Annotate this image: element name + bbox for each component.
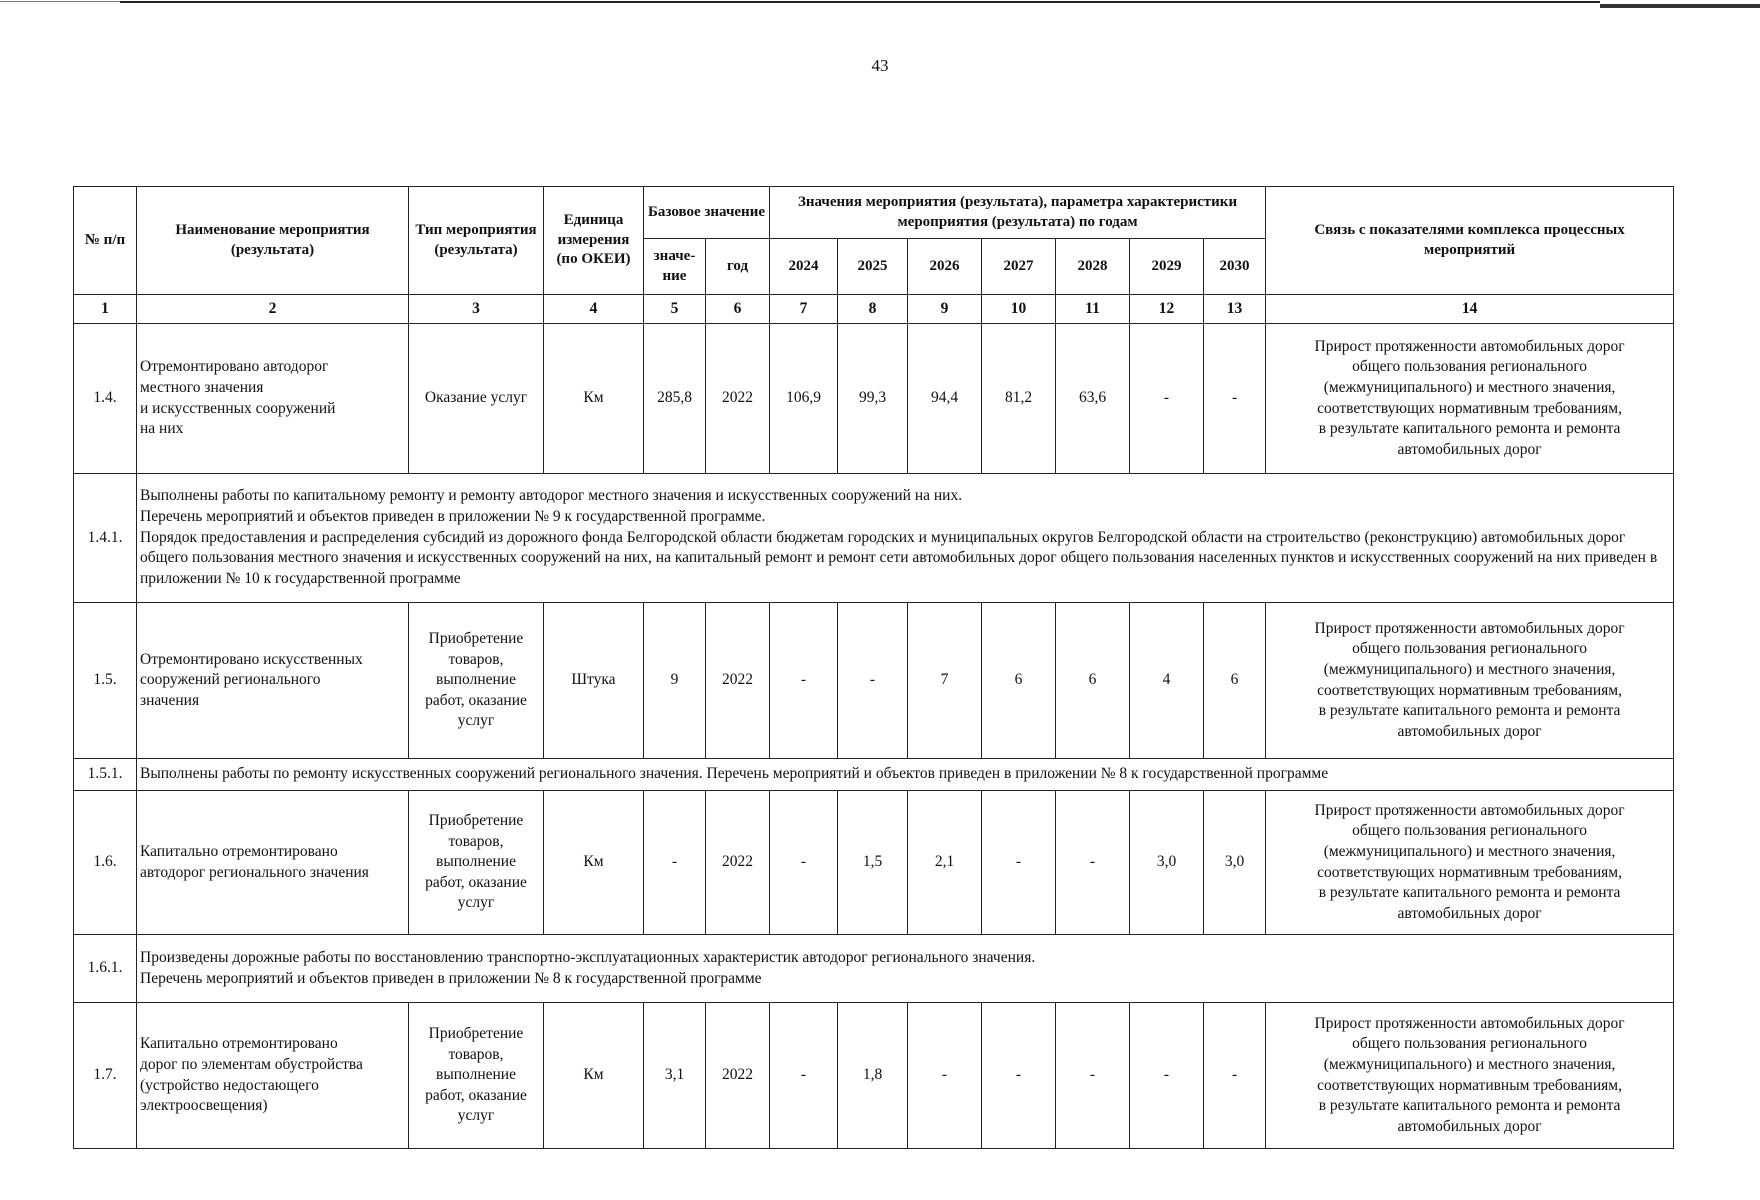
year-value: 99,3 — [838, 324, 908, 474]
measure-name-line: дорог по элементам обустройства — [140, 1055, 363, 1073]
year-value: 3,0 — [1204, 791, 1266, 935]
measure-type — [409, 324, 544, 474]
indicator-link-line: соответствующих нормативным требованиям, — [1317, 863, 1622, 881]
measure-name-line: Капитально отремонтировано — [140, 1035, 338, 1053]
year-value: 6 — [982, 603, 1056, 759]
header-year: 2025 — [838, 239, 908, 295]
base-value: - — [644, 791, 706, 935]
row-note — [137, 935, 1674, 1003]
measure-name-line: на них — [140, 420, 184, 438]
year-value: 1,8 — [838, 1003, 908, 1149]
indicator-link-line: (межмуниципального) и местного значения, — [1323, 842, 1616, 860]
measure-row — [74, 603, 1674, 759]
indicator-link-line: автомобильных дорог — [1397, 904, 1542, 922]
row-number: 1.6. — [74, 791, 137, 935]
measure-type-line: услуг — [457, 712, 495, 730]
measure-name-line: автодорог регионального значения — [140, 863, 369, 881]
header-base-year: год — [706, 239, 770, 295]
base-year: 2022 — [706, 324, 770, 474]
row-number: 1.5. — [74, 603, 137, 759]
measure-row — [74, 324, 1674, 474]
note-line: Выполнены работы по капитальному ремонту и ремонту автодорог местного значения и искусственных сооружений на них. — [140, 487, 963, 505]
year-value: 63,6 — [1056, 324, 1130, 474]
measure-type-line: выполнение — [436, 1066, 516, 1084]
note-row — [74, 474, 1674, 603]
row-number: 1.4. — [74, 324, 137, 474]
base-value: 9 — [644, 603, 706, 759]
year-value: - — [982, 791, 1056, 935]
header-base: Базовое значение — [644, 187, 770, 239]
column-number: 14 — [1266, 295, 1674, 324]
header-year: 2026 — [908, 239, 982, 295]
year-value: - — [1130, 1003, 1204, 1149]
indicator-link-line: соответствующих нормативным требованиям, — [1317, 1076, 1622, 1094]
indicator-link-line: в результате капитального ремонта и ремонта — [1318, 884, 1621, 902]
unit: Штука — [544, 603, 644, 759]
unit: Км — [544, 324, 644, 474]
indicator-link-line: соответствующих нормативным требованиям, — [1317, 681, 1622, 699]
header-values-by-year: Значения мероприятия (результата), параметра характеристики мероприятия (результата) по годам — [770, 187, 1266, 239]
header-year: 2030 — [1204, 239, 1266, 295]
indicator-link-line: (межмуниципального) и местного значения, — [1323, 378, 1616, 396]
header-unit: Единица измерения (по ОКЕИ) — [544, 187, 644, 295]
measure-row — [74, 1003, 1674, 1149]
year-value: - — [770, 603, 838, 759]
column-number: 5 — [644, 295, 706, 324]
row-note — [137, 474, 1674, 603]
measure-type — [409, 1003, 544, 1149]
note-line: Перечень мероприятий и объектов приведен в приложении № 9 к государственной программе. — [140, 508, 766, 526]
indicator-link-line: автомобильных дорог — [1397, 440, 1542, 458]
indicator-link-line: Прирост протяженности автомобильных дорог — [1314, 801, 1625, 819]
indicator-link-line: (межмуниципального) и местного значения, — [1323, 1055, 1616, 1073]
measure-row — [74, 791, 1674, 935]
indicator-link-line: общего пользования регионального — [1352, 822, 1588, 840]
measure-name-line: (устройство недостающего — [140, 1076, 319, 1094]
note-row — [74, 759, 1674, 791]
column-number: 2 — [137, 295, 409, 324]
measure-type — [409, 603, 544, 759]
measure-name — [137, 603, 409, 759]
header-base-value: значе-ние — [644, 239, 706, 295]
column-number: 10 — [982, 295, 1056, 324]
indicator-link — [1266, 603, 1674, 759]
header-name: Наименование мероприятия (результата) — [137, 187, 409, 295]
indicator-link-line: общего пользования регионального — [1352, 1035, 1588, 1053]
year-value: 81,2 — [982, 324, 1056, 474]
measure-type-line: товаров, — [448, 832, 504, 850]
header-year: 2029 — [1130, 239, 1204, 295]
measure-type-line: работ, оказание — [425, 691, 527, 709]
measure-name-line: Отремонтировано автодорог — [140, 358, 329, 376]
header-type: Тип мероприятия (результата) — [409, 187, 544, 295]
page-number: 43 — [871, 56, 889, 75]
indicator-link-line: автомобильных дорог — [1397, 1117, 1542, 1135]
year-value: - — [908, 1003, 982, 1149]
year-value: 94,4 — [908, 324, 982, 474]
year-value: - — [1204, 324, 1266, 474]
measure-type-line: товаров, — [448, 1045, 504, 1063]
year-value: - — [1130, 324, 1204, 474]
column-number: 7 — [770, 295, 838, 324]
header-link: Связь с показателями комплекса процессных мероприятий — [1266, 187, 1674, 295]
measure-name-line: Отремонтировано искусственных — [140, 650, 363, 668]
unit: Км — [544, 791, 644, 935]
header-year: 2028 — [1056, 239, 1130, 295]
measure-type-line: товаров, — [448, 650, 504, 668]
measure-name-line: значения — [140, 691, 200, 709]
column-number: 11 — [1056, 295, 1130, 324]
row-number: 1.4.1. — [74, 474, 137, 603]
year-value: - — [1056, 791, 1130, 935]
indicator-link-line: в результате капитального ремонта и ремонта — [1318, 420, 1621, 438]
page-top-border — [0, 0, 1760, 3]
year-value: 3,0 — [1130, 791, 1204, 935]
indicator-link-line: в результате капитального ремонта и ремонта — [1318, 702, 1621, 720]
year-value: 6 — [1204, 603, 1266, 759]
year-value: 6 — [1056, 603, 1130, 759]
year-value: - — [1204, 1003, 1266, 1149]
indicator-link-line: Прирост протяженности автомобильных дорог — [1314, 619, 1625, 637]
measure-name-line: электроосвещения) — [140, 1097, 268, 1115]
row-number: 1.5.1. — [74, 759, 137, 791]
indicator-link-line: Прирост протяженности автомобильных дорог — [1314, 337, 1625, 355]
year-value: 1,5 — [838, 791, 908, 935]
year-value: 4 — [1130, 603, 1204, 759]
column-number: 3 — [409, 295, 544, 324]
indicator-link-line: в результате капитального ремонта и ремонта — [1318, 1097, 1621, 1115]
column-number: 13 — [1204, 295, 1266, 324]
base-value: 3,1 — [644, 1003, 706, 1149]
measure-type-line: выполнение — [436, 671, 516, 689]
measure-type — [409, 791, 544, 935]
indicator-link-line: общего пользования регионального — [1352, 358, 1588, 376]
indicator-link — [1266, 1003, 1674, 1149]
measure-type-line: работ, оказание — [425, 873, 527, 891]
note-line: Произведены дорожные работы по восстановлению транспортно-эксплуатационных характеристик автодорог регионального значения. — [140, 948, 1036, 966]
measures-table — [73, 186, 1674, 1149]
column-number: 12 — [1130, 295, 1204, 324]
measure-name — [137, 1003, 409, 1149]
unit: Км — [544, 1003, 644, 1149]
indicator-link — [1266, 791, 1674, 935]
base-value: 285,8 — [644, 324, 706, 474]
header-year: 2024 — [770, 239, 838, 295]
indicator-link-line: (межмуниципального) и местного значения, — [1323, 660, 1616, 678]
measure-type-line: работ, оказание — [425, 1086, 527, 1104]
column-number: 4 — [544, 295, 644, 324]
column-number: 1 — [74, 295, 137, 324]
measure-name-line: Капитально отремонтировано — [140, 842, 338, 860]
column-number: 9 — [908, 295, 982, 324]
measure-name — [137, 791, 409, 935]
measure-type-line: Оказание услуг — [424, 389, 528, 407]
header-year: 2027 — [982, 239, 1056, 295]
measure-type-line: Приобретение — [428, 629, 524, 647]
column-number: 8 — [838, 295, 908, 324]
measure-type-line: Приобретение — [428, 1024, 524, 1042]
header-num: № п/п — [74, 187, 137, 295]
base-year: 2022 — [706, 1003, 770, 1149]
measure-type-line: выполнение — [436, 853, 516, 871]
measure-type-line: услуг — [457, 1107, 495, 1125]
year-value: - — [1056, 1003, 1130, 1149]
year-value: - — [770, 791, 838, 935]
year-value: - — [982, 1003, 1056, 1149]
row-number: 1.7. — [74, 1003, 137, 1149]
indicator-link-line: общего пользования регионального — [1352, 640, 1588, 658]
column-number: 6 — [706, 295, 770, 324]
year-value: 7 — [908, 603, 982, 759]
base-year: 2022 — [706, 603, 770, 759]
note-line: Выполнены работы по ремонту искусственных сооружений регионального значения. Перечень мероприятий и объектов приведен в приложении № 8 к государственной программе — [140, 765, 1329, 783]
row-note — [137, 759, 1674, 791]
year-value: - — [770, 1003, 838, 1149]
measure-type-line: Приобретение — [428, 811, 524, 829]
measure-name-line: местного значения — [140, 378, 264, 396]
column-numbers-row — [74, 295, 1674, 324]
measure-name-line: сооружений регионального — [140, 671, 321, 689]
indicator-link — [1266, 324, 1674, 474]
year-value: - — [838, 603, 908, 759]
measure-name-line: и искусственных сооружений — [140, 399, 336, 417]
measure-type-line: услуг — [457, 894, 495, 912]
indicator-link-line: Прирост протяженности автомобильных дорог — [1314, 1014, 1625, 1032]
note-line: Перечень мероприятий и объектов приведен в приложении № 8 к государственной программе — [140, 969, 762, 987]
measure-name — [137, 324, 409, 474]
note-line: Порядок предоставления и распределения субсидий из дорожного фонда Белгородской области бюджетам городских и муниципальных округов Белгородской области на строительство (реконструкцию) автомобильных дорог общего пользования местного значения и искусственных сооружений на них, на капитальный ремонт и ремонт сети автомобильных дорог общего пользования населенных пунктов и искусственных сооружений на них приведен в приложении № 10 к государственной программе — [140, 528, 1658, 587]
indicator-link-line: соответствующих нормативным требованиям, — [1317, 399, 1622, 417]
year-value: 106,9 — [770, 324, 838, 474]
year-value: 2,1 — [908, 791, 982, 935]
row-number: 1.6.1. — [74, 935, 137, 1003]
base-year: 2022 — [706, 791, 770, 935]
indicator-link-line: автомобильных дорог — [1397, 722, 1542, 740]
note-row — [74, 935, 1674, 1003]
